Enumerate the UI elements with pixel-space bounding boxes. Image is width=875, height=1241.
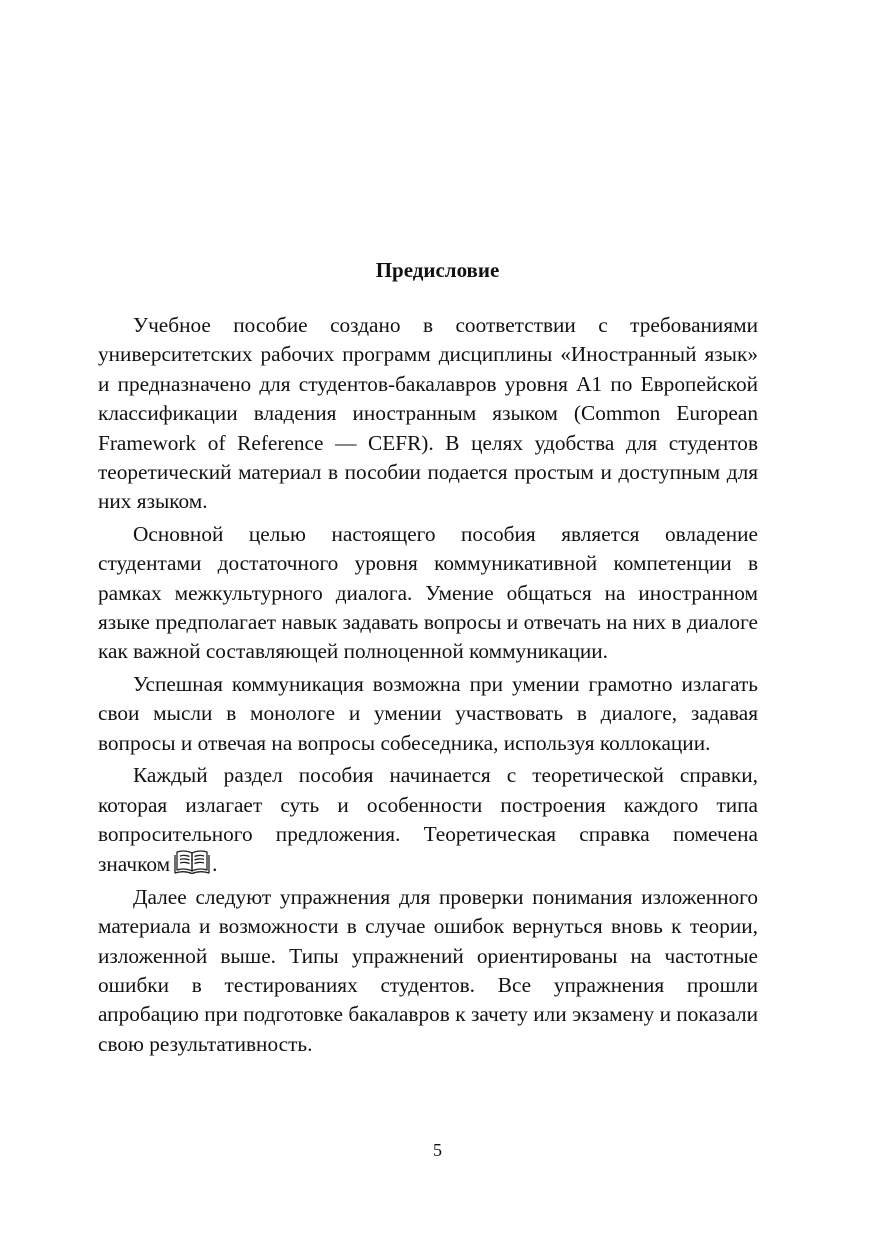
paragraph-purpose: Учебное пособие создано в соответствии с требованиями университетских рабочих программ дисциплины «Иностранный язык» и предназначено для студентов-бакалавров уровня А1 по Европейской классификации владения иностранным языком (Common European Framework of Reference — CEFR). В целях удобства для студентов теоретический материал в пособии подается простым и доступным для них языком. xyxy=(98,313,758,514)
paragraph-theory-reference xyxy=(98,761,758,880)
preface-body xyxy=(98,311,758,1059)
page-number: 5 xyxy=(433,1140,442,1160)
open-book-icon xyxy=(174,849,210,875)
paragraph-goal: Основной целью настоящего пособия является овладение студентами достаточного уровня коммуникативной компетенции в рамках межкультурного диалога. Умение общаться на иностранном языке предполагает навык задавать вопросы и отвечать на них в диалоге как важной составляющей полноценной коммуникации. xyxy=(98,521,758,664)
paragraph-exercises: Далее следуют упражнения для проверки понимания изложенного материала и возможности в случае ошибок вернуться вновь к теории, изложенной выше. Типы упражнений ориентированы на частотные ошибки в тестированиях студентов. Все упражнения прошли апробацию при подготовке бакалавров к зачету или экзамену и показали свою результативность. xyxy=(98,884,758,1056)
theory-reference-period: . xyxy=(212,852,218,877)
page-title: Предисловие xyxy=(375,258,500,282)
paragraph-communication: Успешная коммуникация возможна при умении грамотно излагать свои мысли в монологе и умении участвовать в диалоге, задавая вопросы и отвечая на вопросы собеседника, используя коллокации. xyxy=(98,671,758,755)
theory-reference-text: Каждый раздел пособия начинается с теоретической справки, которая излагает суть и особенности построения каждого типа вопросительного предложения. Теоретическая справка помечена значком xyxy=(98,763,758,877)
